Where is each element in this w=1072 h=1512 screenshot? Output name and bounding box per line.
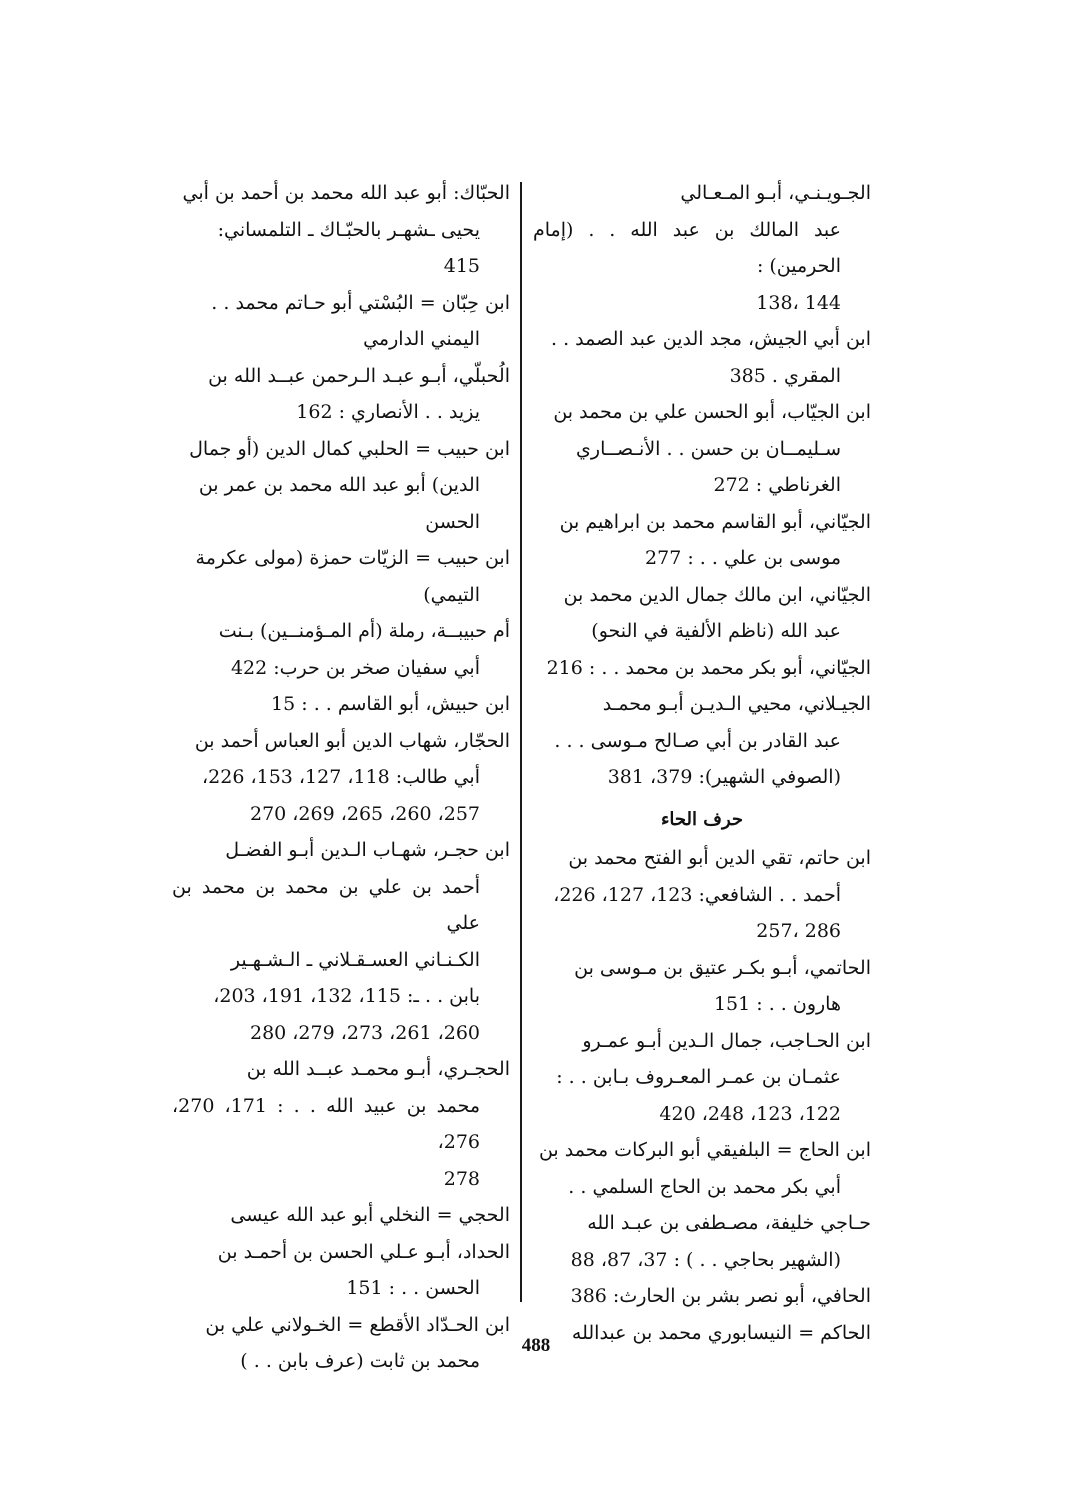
entry-headword-line: الحافي، أبو نصر بشر بن الحارث: 386 bbox=[570, 1285, 871, 1307]
entry-headword-line: ابن حاتم، تقي الدين أبو الفتح محمد بن bbox=[568, 847, 871, 869]
entry-headword-line: الجيّاني، ابن مالك جمال الدين محمد بن bbox=[563, 583, 871, 606]
entry-continuation-line: الغرناطي : 272 bbox=[713, 474, 841, 496]
index-entry bbox=[172, 1051, 510, 1197]
entry-headword-line: الحجـري، أبـو محمـد عبــد الله بن bbox=[246, 1058, 510, 1080]
entry-continuation-line: 260، 261، 273، 279، 280 bbox=[249, 1021, 480, 1044]
index-entry bbox=[533, 394, 871, 504]
entry-continuation-line: أبي سفيان صخر بن حرب: 422 bbox=[230, 656, 480, 679]
entry-continuation-line: بابن . . ـ: 115، 132، 191، 203، bbox=[213, 985, 480, 1007]
index-entry bbox=[172, 285, 510, 358]
entry-continuation-line: الكـنـاني العسـقـلاني ـ الـشـهـير bbox=[230, 948, 480, 971]
entry-continuation-line: 278 bbox=[443, 1167, 480, 1190]
entry-headword-line: الحجي = النخلي أبو عبد الله عيسى bbox=[230, 1204, 510, 1226]
index-entry bbox=[172, 613, 510, 686]
index-entry bbox=[172, 1197, 510, 1234]
entry-continuation-line: 122، 123، 248، 420 bbox=[659, 1102, 841, 1125]
index-entry bbox=[533, 175, 871, 321]
index-entry bbox=[172, 540, 510, 613]
entry-continuation-line: موسى بن علي . . : 277 bbox=[645, 547, 841, 569]
entry-headword-line: الُحبلّي، أبـو عبـد الـرحمن عبــد الله بن bbox=[208, 364, 510, 387]
entry-continuation-line: (الصوفي الشهير): 379، 381 bbox=[607, 766, 841, 788]
entry-headword-line: الحاتمي، أبـو بكـر عتيق بن مـوسى بن bbox=[574, 956, 871, 979]
entry-headword-line: الحجّار، شهاب الدين أبو العباس أحمد بن bbox=[194, 729, 510, 752]
entry-continuation-line: محمد بن ثابت (عرف بابن . . ) bbox=[240, 1350, 480, 1372]
index-entry bbox=[533, 1132, 871, 1205]
index-entry bbox=[172, 832, 510, 1051]
index-entry bbox=[533, 1023, 871, 1133]
entry-headword-line: ابن حبيش، أبو القاسم . . : 15 bbox=[271, 693, 510, 715]
index-entry bbox=[533, 577, 871, 650]
entry-headword-line: الحداد، أبـو عـلي الحسن بن أحمـد بن bbox=[217, 1240, 510, 1263]
entry-continuation-line: عبد القادر بن أبي صـالح مـوسى . . . bbox=[554, 729, 841, 752]
index-entry bbox=[172, 431, 510, 541]
entry-continuation-line: 257، 260، 265، 269، 270 bbox=[249, 802, 480, 825]
entry-continuation-line: اليمني الدارمي bbox=[363, 328, 480, 350]
index-entry bbox=[533, 686, 871, 796]
entry-headword-line: ابن الحـدّاد الأقطع = الخـولاني علي بن bbox=[205, 1313, 510, 1336]
entry-continuation-line: يزيد . . الأنصاري : 162 bbox=[296, 401, 480, 423]
entry-continuation-line: الدين) أبو عبد الله محمد بن عمر بن bbox=[198, 474, 480, 496]
entry-continuation-line: 286 ،257 bbox=[756, 920, 841, 942]
entry-continuation-line: أبي طالب: 118، 127، 153، 226، bbox=[202, 766, 480, 788]
entry-continuation-line: التيمي) bbox=[423, 583, 480, 606]
entry-continuation-line: عبد الله (ناظم الألفية في النحو) bbox=[591, 620, 841, 642]
index-entry bbox=[172, 723, 510, 833]
entry-continuation-line: سـليمــان بن حسن . . الأنـصــاري bbox=[576, 437, 841, 460]
entry-headword-line: أم حبيبــة، رملة (أم المـؤمنــين) بـنت bbox=[218, 620, 510, 642]
right-column bbox=[533, 175, 871, 1351]
index-entry bbox=[533, 321, 871, 394]
entry-headword-line: الجـويـنـي، أبـو المـعـالي bbox=[680, 182, 871, 204]
entry-continuation-line: عبد المالك بن عبد الله . . (إمام الحرمين) : bbox=[533, 218, 841, 277]
entry-continuation-line: أبي بكر محمد بن الحاج السلمي . . bbox=[568, 1175, 841, 1198]
entry-headword-line: الجيـلاني، محيي الـديـن أبـو محمـد bbox=[602, 693, 871, 715]
index-entry bbox=[533, 1205, 871, 1278]
entry-headword-line: ابن الحاج = البلفيقي أبو البركات محمد بن bbox=[538, 1139, 871, 1161]
index-entry bbox=[533, 950, 871, 1023]
entry-continuation-line: محمد بن عبيد الله . . : 171، 270، 276، bbox=[172, 1094, 481, 1153]
index-entry bbox=[172, 686, 510, 723]
section-heading: حرف الحاء bbox=[660, 808, 744, 830]
entry-continuation-line: الحسن bbox=[425, 510, 480, 533]
entry-headword-line: ابن الجيّاب، أبو الحسن علي بن محمد بن bbox=[553, 401, 871, 423]
entry-continuation-line: 144 ،138 bbox=[756, 291, 841, 314]
index-entry bbox=[533, 504, 871, 577]
index-entry bbox=[172, 175, 510, 285]
entry-continuation-line: عثمـان بن عمـر المعـروف بـابن . . : bbox=[556, 1066, 841, 1088]
entry-headword-line: ابن أبي الجيش، مجد الدين عبد الصمد . . bbox=[550, 328, 871, 350]
left-column bbox=[172, 175, 510, 1380]
entry-headword-line: الجيّاني، أبو القاسم محمد بن ابراهيم بن bbox=[559, 510, 871, 533]
entry-headword-line: حـاجي خليفة، مصـطفى بن عبـد الله bbox=[587, 1212, 871, 1234]
entry-headword-line: ابن حبيب = الزيّات حمزة (مولى عكرمة bbox=[195, 547, 510, 569]
entry-headword-line: الحاكم = النيسابوري محمد بن عبدالله bbox=[571, 1321, 871, 1344]
entry-headword-line: الجيّاني، أبو بكر محمد بن محمد . . : 216 bbox=[546, 656, 871, 679]
entry-headword-line: ابن حجـر، شهـاب الـدين أبـو الفضـل bbox=[225, 839, 510, 861]
entry-headword-line: ابن حِبّان = البُسْتي أبو حـاتم محمد . . bbox=[211, 291, 510, 314]
index-entry bbox=[533, 1278, 871, 1315]
index-entry bbox=[533, 840, 871, 950]
index-entry bbox=[172, 1234, 510, 1307]
entry-continuation-line: 415 bbox=[443, 255, 480, 277]
entry-continuation-line: المقري . 385 bbox=[729, 364, 841, 387]
entry-continuation-line: يحيى ـشهـر بالحبّـاك ـ التلمساني: bbox=[217, 218, 480, 241]
column-divider bbox=[520, 182, 522, 1302]
entry-headword-line: الحبّاك: أبو عبد الله محمد بن أحمد بن أبي bbox=[182, 182, 510, 204]
entry-continuation-line: (الشهير بحاجي . . ) : 37، 87، 88 bbox=[570, 1248, 841, 1271]
index-entry bbox=[172, 358, 510, 431]
entry-continuation-line: هارون . . : 151 bbox=[713, 993, 841, 1015]
entry-headword-line: ابن حبيب = الحلبي كمال الدين (أو جمال bbox=[189, 437, 510, 460]
entry-continuation-line: الحسن . . : 151 bbox=[346, 1277, 480, 1299]
page-number: 488 bbox=[521, 1335, 551, 1356]
entry-headword-line: ابن الحـاجب، جمال الـدين أبـو عمـرو bbox=[582, 1029, 871, 1052]
entry-continuation-line: أحمد . . الشافعي: 123، 127، 226، bbox=[553, 883, 841, 906]
entry-continuation-line: أحمد بن علي بن محمد بن محمد بن علي bbox=[172, 875, 480, 934]
index-entry bbox=[533, 650, 871, 687]
